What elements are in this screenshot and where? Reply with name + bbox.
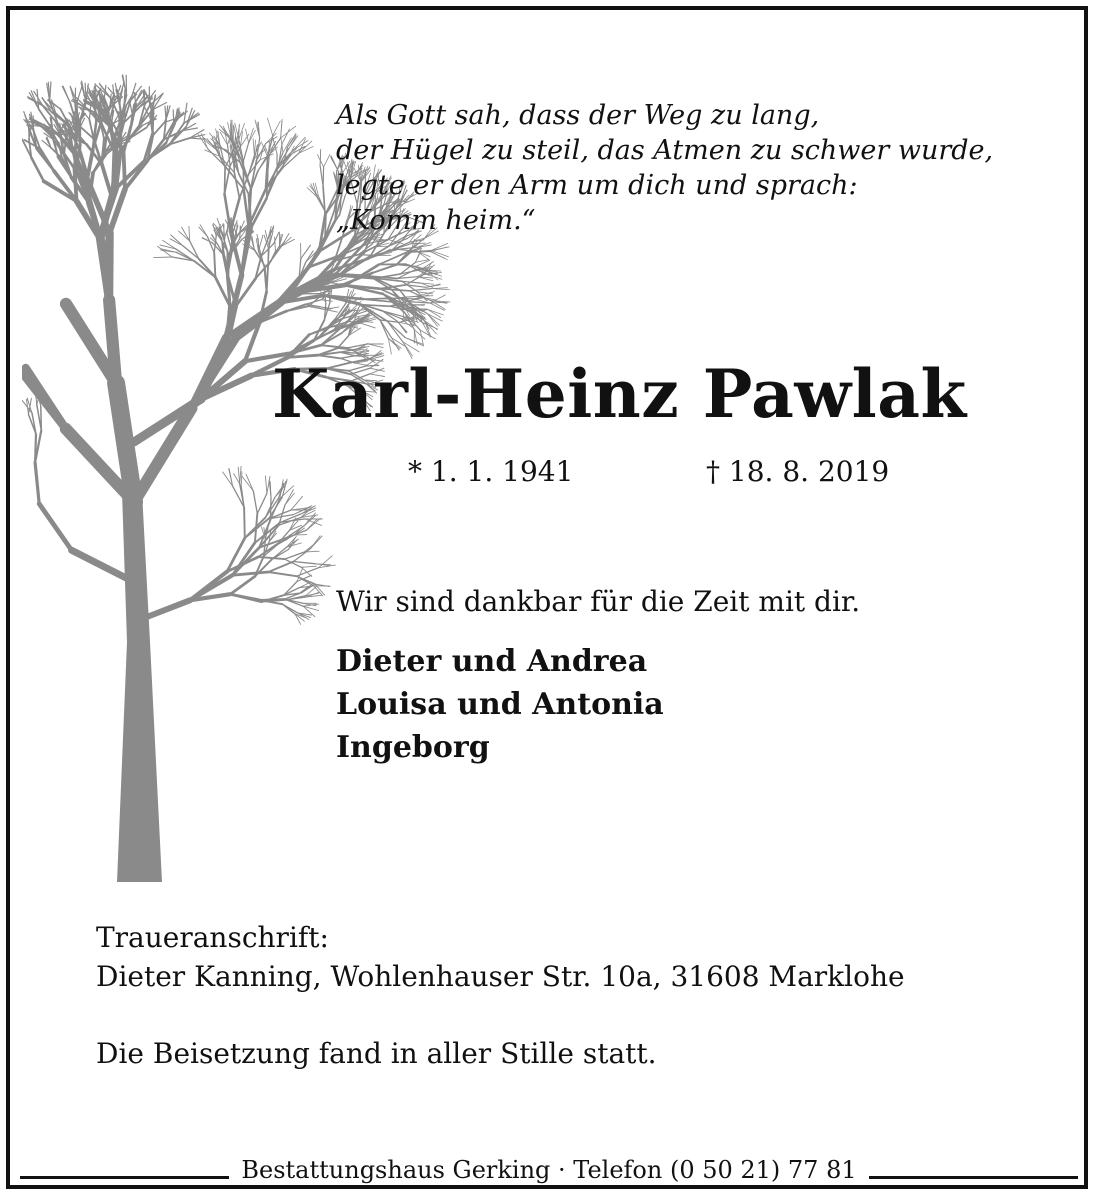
- death-date: † 18. 8. 2019: [706, 455, 890, 488]
- mourner-list: [336, 640, 664, 769]
- funeral-home-contact: Bestattungshaus Gerking · Telefon (0 50 21) 77 81: [229, 1156, 868, 1184]
- mourning-address: [96, 918, 905, 996]
- thanks-line: Wir sind dankbar für die Zeit mit dir.: [336, 585, 861, 618]
- poem: [336, 98, 1056, 238]
- footer-rule-right: [869, 1176, 1078, 1179]
- address-line: Dieter Kanning, Wohlenhauser Str. 10a, 31608 Marklohe: [96, 960, 905, 993]
- burial-note: Die Beisetzung fand in aller Stille statt.: [96, 1037, 657, 1070]
- poem-line: Als Gott sah, dass der Weg zu lang,: [336, 100, 820, 131]
- mourner-name: Ingeborg: [336, 730, 490, 765]
- mourner-name: Louisa und Antonia: [336, 687, 664, 722]
- deceased-name: Karl-Heinz Pawlak: [272, 355, 967, 433]
- poem-line: „Komm heim.“: [336, 205, 536, 236]
- birth-date: * 1. 1. 1941: [408, 455, 574, 488]
- footer-rule-left: [20, 1176, 229, 1179]
- footer: [20, 1150, 1078, 1190]
- mourner-name: Dieter und Andrea: [336, 644, 648, 679]
- address-label: Traueranschrift:: [96, 921, 329, 954]
- poem-line: der Hügel zu steil, das Atmen zu schwer wurde,: [336, 135, 994, 166]
- poem-line: legte er den Arm um dich und sprach:: [336, 170, 858, 201]
